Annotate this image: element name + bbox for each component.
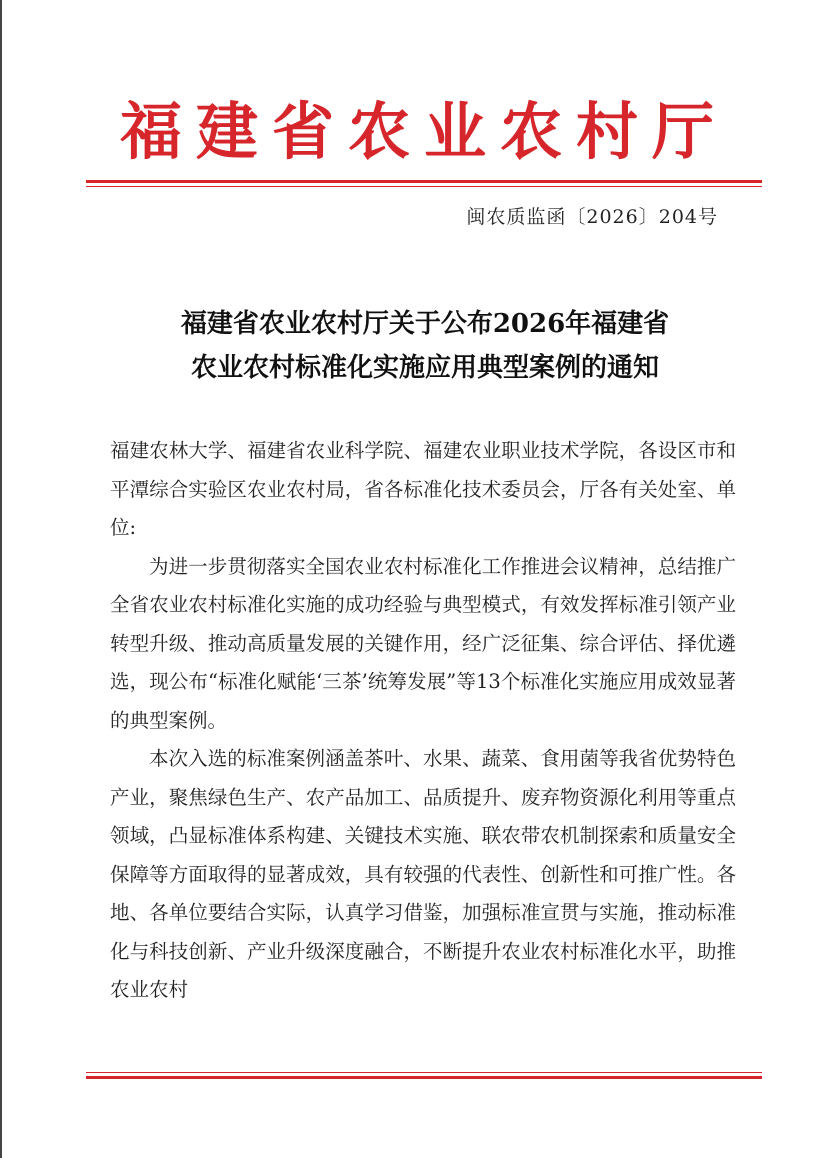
document-title (80, 302, 770, 390)
issuer-masthead: 福建省农业农村厅 (119, 95, 728, 168)
document-number: 闽农质监函〔2026〕204号 (466, 206, 718, 228)
document-body (110, 432, 736, 1010)
footer-rule-thin (86, 1072, 762, 1073)
addressees: 福建农林大学、福建省农业科学院、福建农业职业技术学院，各设区市和平潭综合实验区农业农村局，省各标准化技术委员会，厅各有关处室、单位: (110, 439, 736, 539)
body-paragraph-2: 本次入选的标准案例涵盖茶叶、水果、蔬菜、食用菌等我省优势特色产业，聚焦绿色生产、农产品加工、品质提升、废弃物资源化利用等重点领域，凸显标准体系构建、关键技术实施、联农带农机制探索和质量安全保障等方面取得的显著成效，具有较强的代表性、创新性和可推广性。各地、各单位要结合实际，认真学习借鉴，加强标准宣贯与实施，推动标准化与科技创新、产业升级深度融合，不断提升农业农村标准化水平，助推农业农村 (110, 747, 736, 1001)
title-line-2: 农业农村标准化实施应用典型案例的通知 (190, 353, 659, 383)
title-line-1: 福建省农业农村厅关于公布2026年福建省 (180, 309, 670, 339)
footer-rule-thick (86, 1076, 762, 1079)
body-paragraph-1: 为进一步贯彻落实全国农业农村标准化工作推进会议精神，总结推广全省农业农村标准化实施的成功经验与典型模式，有效发挥标准引领产业转型升级、推动高质量发展的关键作用，经广泛征集、综合评估、择优遴选，现公布“标准化赋能‘三茶’统筹发展”等13个标准化实施应用成效显著的典型案例。 (110, 554, 736, 732)
header-rule-thin (86, 186, 762, 187)
page-edge (0, 0, 2, 1158)
header-rule-thick (86, 180, 762, 183)
